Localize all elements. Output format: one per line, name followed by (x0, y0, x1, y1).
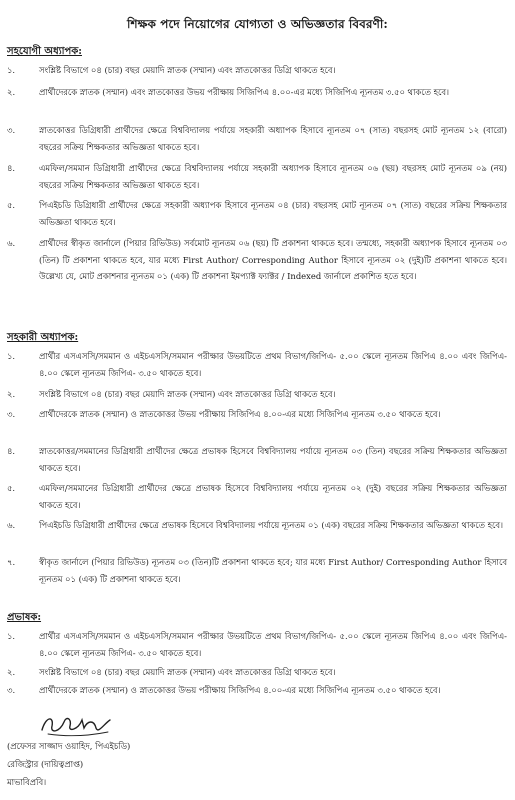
signatory-institution: মাভাবিপ্রবি। (7, 777, 47, 787)
item-text: পিএইচডি ডিগ্রিধারী প্রার্থীদের ক্ষেত্রে প্রভাষক হিসেবে বিশ্ববিদ্যালয় পর্যায়ে ন্যূনতম ০১ (এক) বছরের সক্রিয় শিক্ষকতার অভিজ্ঞতা থাকতে হবে। (39, 520, 503, 530)
item-number: ৫. (7, 483, 16, 493)
item-text: স্নাতকোত্তর/সমমানের ডিগ্রিধারী প্রার্থীদের ক্ষেত্রে প্রভাষক হিসেবে বিশ্ববিদ্যালয় পর্যায়ে ন্যূনতম ০৩ (তিন) বছরের সক্রিয় শিক্ষকতার অভিজ্ঞতা থাকতে হবে। (39, 446, 507, 473)
section-heading-associate-professor: সহযোগী অধ্যাপক: (7, 46, 82, 57)
item-text: এমফিল/সমমানের ডিগ্রিধারী প্রার্থীদের ক্ষেত্রে প্রভাষক হিসেবে বিশ্ববিদ্যালয় পর্যায়ে ন্যূনতম ০২ (দুই) বছরের সক্রিয় শিক্ষকতার অভিজ্ঞতা থাকতে হবে। (39, 483, 507, 510)
item-number: ২. (7, 667, 16, 677)
item-number: ৬. (7, 238, 16, 248)
item-number: ৭. (7, 557, 16, 567)
item-text: সংশ্লিষ্ট বিভাগে ০৪ (চার) বছর মেয়াদি স্নাতক (সম্মান) এবং স্নাতকোত্তর ডিগ্রি থাকতে হবে। (39, 65, 336, 75)
signatory-name: (প্রফেসর সাজ্জাদ ওয়াহিদ, পিএইচডি) (7, 741, 131, 751)
item-text: সংশ্লিষ্ট বিভাগে ০৪ (চার) বছর মেয়াদি স্নাতক (সম্মান) এবং স্নাতকোত্তর ডিগ্রি থাকতে হবে। (39, 667, 336, 677)
signature-image (38, 710, 118, 740)
item-text: স্নাতকোত্তর ডিগ্রিধারী প্রার্থীদের ক্ষেত্রে বিশ্ববিদ্যালয় পর্যায়ে সহকারী অধ্যাপক হিসাবে ন্যূনতম ০৭ (সাত) বছরসহ মোট ন্যূনতম ১২ (বারো) বছরের সক্রিয় শিক্ষকতার অভিজ্ঞতা থাকতে হবে। (39, 125, 507, 152)
item-text: প্রার্থীদেরকে স্নাতক (সম্মান) এবং স্নাতকোত্তর উভয় পরীক্ষায় সিজিপিএ ৪.০০-এর মধ্যে সিজিপিএ ন্যূনতম ৩.৫০ থাকতে হবে। (39, 87, 449, 97)
item-number: ৫. (7, 200, 16, 210)
item-text: সংশ্লিষ্ট বিভাগে ০৪ (চার) বছর মেয়াদি স্নাতক (সম্মান) এবং স্নাতকোত্তর ডিগ্রি থাকতে হবে। (39, 389, 336, 399)
item-text: এমফিল/সমমান ডিগ্রিধারী প্রার্থীদের ক্ষেত্রে বিশ্ববিদ্যালয় পর্যায়ে সহকারী অধ্যাপক হিসাবে ন্যূনতম ০৬ (ছয়) বছরসহ মোট ন্যূনতম ০৯ (নয়) বছরের সক্রিয় শিক্ষকতার অভিজ্ঞতা থাকতে হবে। (39, 163, 507, 190)
item-number: ৪. (7, 446, 16, 456)
item-number: ৩. (7, 409, 16, 419)
item-text: প্রার্থীদেরকে স্নাতক (সম্মান) ও স্নাতকোত্তর উভয় পরীক্ষায় সিজিপিএ ৪.০০-এর মধ্যে সিজিপিএ ন্যূনতম ৩.৫০ থাকতে হবে। (39, 685, 441, 695)
item-number: ২. (7, 87, 16, 97)
item-number: ৩. (7, 685, 16, 695)
section-heading-assistant-professor: সহকারী অধ্যাপক: (7, 332, 79, 343)
item-number: ১. (7, 351, 16, 361)
item-number: ৬. (7, 520, 16, 530)
item-text: পিএইচডি ডিগ্রিধারী প্রার্থীদের ক্ষেত্রে সহকারী অধ্যাপক হিসাবে ন্যূনতম ০৪ (চার) বছরসহ মোট ন্যূনতম ০৭ (সাত) বছরের সক্রিয় শিক্ষকতার অভিজ্ঞতা থাকতে হবে। (39, 200, 507, 227)
signatory-designation: রেজিস্ট্রার (দায়িত্বপ্রাপ্ত) (7, 759, 84, 769)
item-text: প্রার্থীদেরকে স্নাতক (সম্মান) ও স্নাতকোত্তর উভয় পরীক্ষায় সিজিপিএ ৪.০০-এর মধ্যে সিজিপিএ ন্যূনতম ৩.৫০ থাকতে হবে। (39, 409, 441, 419)
item-text: প্রার্থীর এসএসসি/সমমান ও এইচএসসি/সমমান পরীক্ষার উভয়টিতে প্রথম বিভাগ/জিপিএ- ৫.০০ স্কেলে ন্যূনতম জিপিএ ৪.০০ এবং জিপিএ- ৪.০০ স্কেলে ন্যূনতম জিপিএ- ৩.৫০ থাকতে হবে। (39, 631, 507, 658)
item-number: ৪. (7, 163, 16, 173)
item-text: প্রার্থীদের স্বীকৃত জার্নালে (পিয়ার রিভিউড) সর্বমোট ন্যূনতম ০৬ (ছয়) টি প্রকাশনা থাকতে হবে। তন্মধ্যে, সহকারী অধ্যাপক হিসাবে ন্যূনতম ০৩ (তিন) টি প্রকাশনা থাকতে হবে, যার মধ্যে First Author/ Corresponding Author হিসাবে ন্যূনতম ০২ (দুই)টি প্রকাশনা থাকতে হবে। উল্লেখ্য যে, মোট প্রকাশনার ন্যূনতম ০১ (এক) টি প্রকাশনা ইমপ্যাক্ট ফ্যাক্টর / Indexed জার্নালে প্রকাশিত হতে হবে। (39, 238, 507, 281)
item-number: ১. (7, 631, 16, 641)
item-number: ২. (7, 389, 16, 399)
section-heading-lecturer: প্রভাষক: (7, 612, 42, 623)
item-text: স্বীকৃত জার্নালে (পিয়ার রিভিউড) ন্যূনতম ০৩ (তিন)টি প্রকাশনা থাকতে হবে; যার মধ্যে First Author/ Corresponding Author হিসাবে ন্যূনতম ০১ (এক) টি প্রকাশনা থাকতে হবে। (39, 557, 507, 584)
item-text: প্রার্থীর এসএসসি/সমমান ও এইচএসসি/সমমান পরীক্ষার উভয়টিতে প্রথম বিভাগ/জিপিএ- ৫.০০ স্কেলে ন্যূনতম জিপিএ ৪.০০ এবং জিপিএ- ৪.০০ স্কেলে ন্যূনতম জিপিএ- ৩.৫০ থাকতে হবে। (39, 351, 507, 378)
item-number: ১. (7, 65, 16, 75)
item-number: ৩. (7, 125, 16, 135)
page-title: শিক্ষক পদে নিয়োগের যোগ্যতা ও অভিজ্ঞতার বিবরণী: (127, 17, 388, 31)
